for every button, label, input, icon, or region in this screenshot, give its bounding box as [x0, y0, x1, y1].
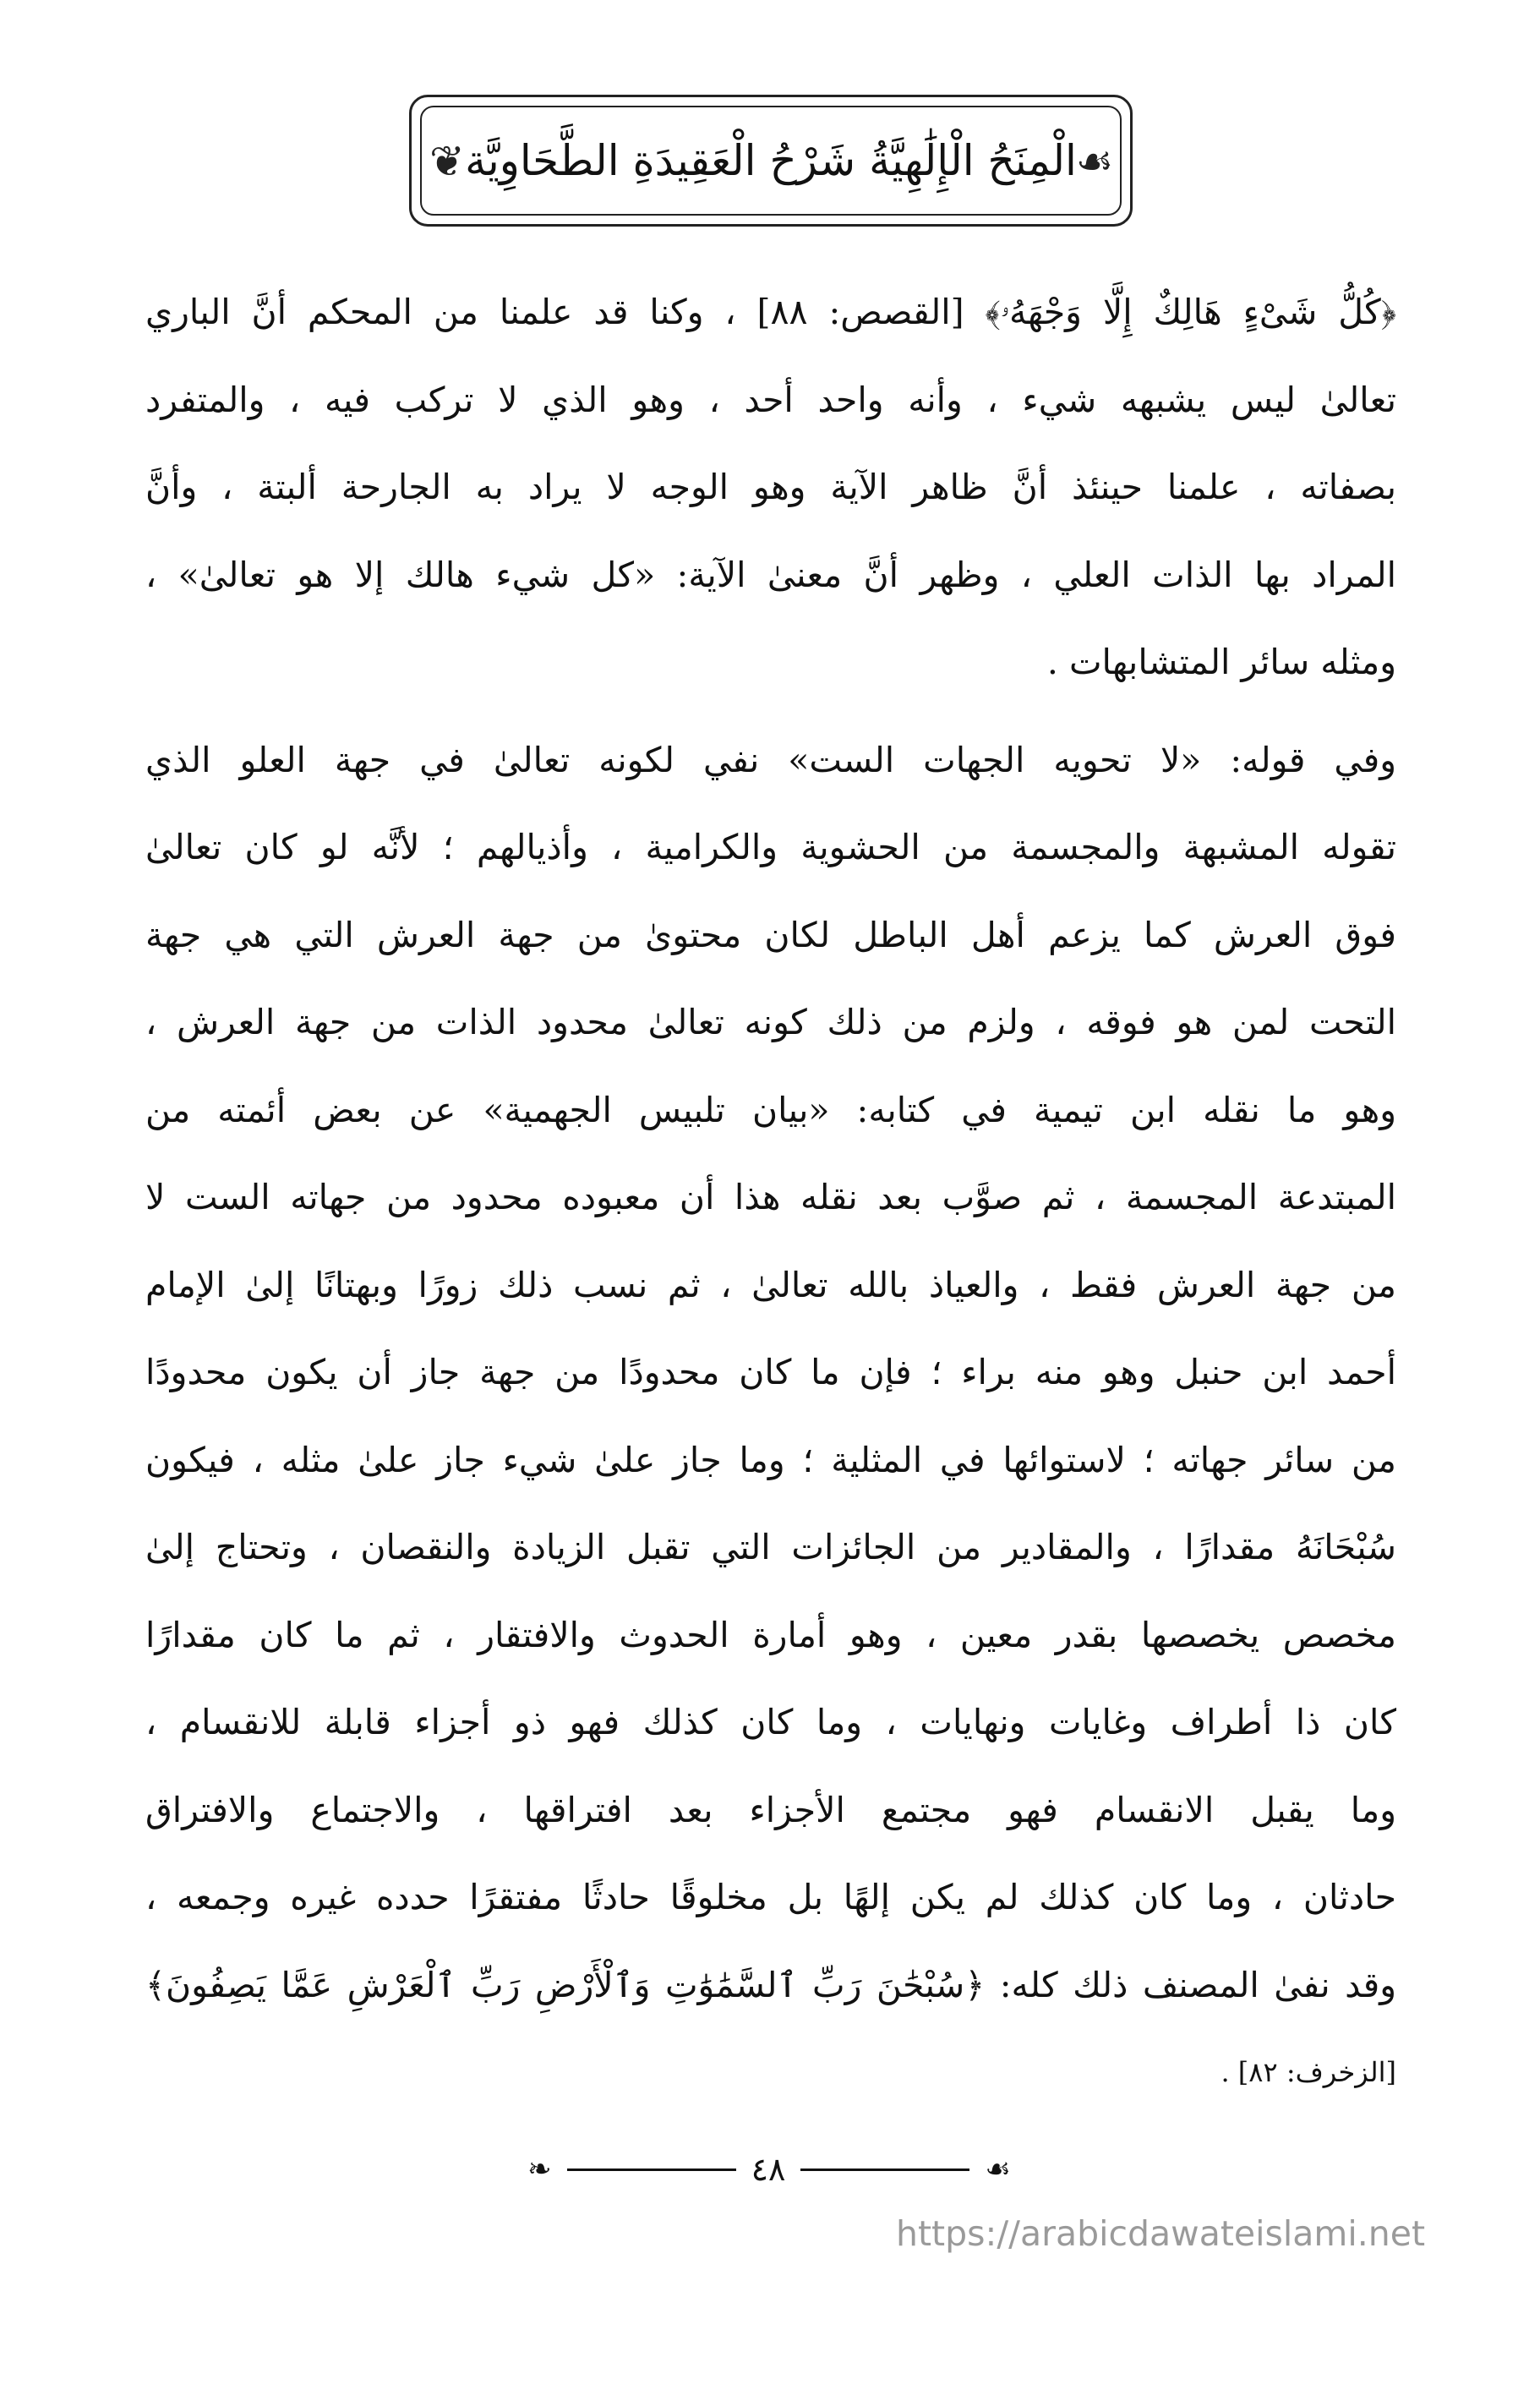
page-body [145, 269, 1396, 2117]
paragraph-2 [145, 717, 1396, 2117]
page-footer [499, 2144, 1040, 2195]
text-line: وهو ما نقله ابن تيمية في كتابه: «بيان تلبيس الجهمية» عن بعض أئمته من [145, 1089, 1396, 1130]
text-line: كان ذا أطراف وغايات ونهايات ، وما كان كذلك فهو ذو أجزاء قابلة للانقسام ، [145, 1702, 1396, 1742]
text-line: سُبْحَانَهُ مقدارًا ، والمقادير من الجائزات التي تقبل الزيادة والنقصان ، وتحتاج إلىٰ [145, 1527, 1396, 1567]
text-line: تقوله المشبهة والمجسمة من الحشوية والكرامية ، وأذيالهم ؛ لأنَّه لو كان تعالىٰ [145, 827, 1396, 867]
right-flourish-icon: ☙ [985, 2152, 1011, 2186]
text-line: بصفاته ، علمنا حينئذ أنَّ ظاهر الآية وهو الوجه لا يراد به الجارحة ألبتة ، وأنَّ [145, 467, 1396, 507]
book-title-cartouche [409, 95, 1133, 227]
text-line: أحمد ابن حنبل وهو منه براء ؛ فإن ما كان محدودًا من جهة جاز أن يكون محدودًا [145, 1352, 1396, 1392]
text-line: حادثان ، وما كان كذلك لم يكن إلهًا بل مخلوقًا حادثًا مفتقرًا حدده غيره وجمعه ، [145, 1877, 1396, 1917]
page-number: ٤٨ [751, 2151, 786, 2188]
left-ornament-icon: ❦ [429, 137, 465, 186]
citation-line: [الزخرف: ٨٢] . [1221, 2056, 1396, 2088]
cartouche-inner-frame [420, 106, 1122, 216]
right-divider [800, 2169, 969, 2171]
text-line: من سائر جهاته ؛ لاستوائها في المثلية ؛ وما جاز علىٰ شيء جاز علىٰ مثله ، فيكون [145, 1439, 1396, 1480]
text-line: من جهة العرش فقط ، والعياذ بالله تعالىٰ ، ثم نسب ذلك زورًا وبهتانًا إلىٰ الإمام [145, 1264, 1396, 1305]
book-title: الْمِنَحُ الْإِلَٰهِيَّةُ شَرْحُ الْعَقِيدَةِ الطَّحَاوِيَّة [465, 136, 1077, 185]
text-line: وفي قوله: «لا تحويه الجهات الست» نفي لكونه تعالىٰ في جهة العلو الذي [145, 739, 1396, 780]
text-line: وقد نفىٰ المصنف ذلك كله: ﴿سُبْحَٰنَ رَبِّ ٱلسَّمَٰوَٰتِ وَٱلْأَرْضِ رَبِّ ٱلْعَرْشِ عَمَّا يَصِفُونَ﴾ [145, 1964, 1396, 2005]
text-line: التحت لمن هو فوقه ، ولزم من ذلك كونه تعالىٰ محدود الذات من جهة العرش ، [145, 1002, 1396, 1042]
text-line: تعالىٰ ليس يشبهه شيء ، وأنه واحد أحد ، وهو الذي لا تركب فيه ، والمتفرد [145, 379, 1396, 420]
text-line: المبتدعة المجسمة ، ثم صوَّب بعد نقله هذا أن معبوده محدود من جهاته الست لا [145, 1177, 1396, 1217]
left-divider [567, 2169, 736, 2171]
paragraph-1 [145, 269, 1396, 707]
text-line: ﴿كُلُّ شَىْءٍ هَالِكٌ إِلَّا وَجْهَهُۥ﴾ [القصص: ٨٨] ، وكنا قد علمنا من المحكم أنَّ الباري [145, 292, 1396, 332]
text-line: المراد بها الذات العلي ، وظهر أنَّ معنىٰ الآية: «كل شيء هالك إلا هو تعالىٰ» ، [145, 554, 1396, 595]
right-ornament-icon: ☙ [1075, 137, 1114, 186]
left-flourish-icon: ❧ [527, 2152, 552, 2186]
text-line: ومثله سائر المتشابهات . [1046, 642, 1396, 682]
text-line: فوق العرش كما يزعم أهل الباطل لكان محتوىٰ من جهة العرش التي هي جهة [145, 914, 1396, 955]
website-watermark: https://arabicdawateislami.net [896, 2213, 1426, 2254]
text-line: وما يقبل الانقسام فهو مجتمع الأجزاء بعد افتراقها ، والاجتماع والافتراق [145, 1789, 1396, 1830]
text-line: مخصص يخصصها بقدر معين ، وهو أمارة الحدوث والافتقار ، ثم ما كان مقدارًا [145, 1614, 1396, 1655]
